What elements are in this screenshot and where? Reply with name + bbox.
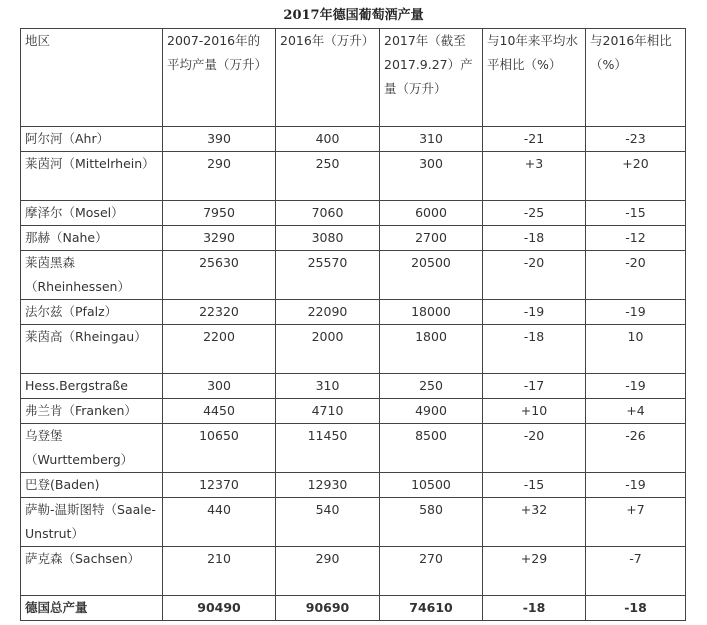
- y2016-cell: 12930: [276, 473, 380, 498]
- vs-2016-cell: -23: [586, 127, 686, 152]
- vs-avg-cell: +29: [483, 547, 586, 596]
- avg-cell: 440: [163, 498, 276, 547]
- region-cell: 摩泽尔（Mosel）: [21, 201, 163, 226]
- vs-avg-cell: -20: [483, 424, 586, 473]
- table-row: [21, 473, 686, 498]
- header-vs-2016: 与2016年相比（%）: [586, 29, 686, 127]
- table-row: [21, 201, 686, 226]
- avg-cell: 12370: [163, 473, 276, 498]
- total-2016: 90690: [276, 596, 380, 621]
- vs-avg-cell: -17: [483, 374, 586, 399]
- vs-2016-cell: +4: [586, 399, 686, 424]
- vs-2016-cell: -19: [586, 300, 686, 325]
- header-avg-2007-2016: 2007-2016年的平均产量（万升）: [163, 29, 276, 127]
- y2016-cell: 3080: [276, 226, 380, 251]
- region-cell: 弗兰肯（Franken）: [21, 399, 163, 424]
- vs-2016-cell: 10: [586, 325, 686, 374]
- vs-2016-cell: -15: [586, 201, 686, 226]
- avg-cell: 10650: [163, 424, 276, 473]
- table-row: [21, 399, 686, 424]
- total-2017: 74610: [380, 596, 483, 621]
- region-cell: 萨勒-温斯图特（Saale-Unstrut）: [21, 498, 163, 547]
- region-cell: 乌登堡（Wurttemberg）: [21, 424, 163, 473]
- vs-2016-cell: -26: [586, 424, 686, 473]
- y2016-cell: 400: [276, 127, 380, 152]
- region-cell: 阿尔河（Ahr）: [21, 127, 163, 152]
- y2016-cell: 250: [276, 152, 380, 201]
- total-vs-avg: -18: [483, 596, 586, 621]
- table-row: [21, 300, 686, 325]
- avg-cell: 4450: [163, 399, 276, 424]
- vs-2016-cell: +20: [586, 152, 686, 201]
- avg-cell: 300: [163, 374, 276, 399]
- region-cell: 莱茵高（Rheingau）: [21, 325, 163, 374]
- header-2017: 2017年（截至2017.9.27）产量（万升）: [380, 29, 483, 127]
- vs-2016-cell: +7: [586, 498, 686, 547]
- y2017-cell: 310: [380, 127, 483, 152]
- vs-avg-cell: -25: [483, 201, 586, 226]
- vs-avg-cell: +3: [483, 152, 586, 201]
- total-label: 德国总产量: [21, 596, 163, 621]
- y2016-cell: 2000: [276, 325, 380, 374]
- total-avg: 90490: [163, 596, 276, 621]
- vs-avg-cell: -21: [483, 127, 586, 152]
- region-cell: 法尔兹（Pfalz）: [21, 300, 163, 325]
- y2016-cell: 290: [276, 547, 380, 596]
- y2017-cell: 250: [380, 374, 483, 399]
- y2017-cell: 20500: [380, 251, 483, 300]
- table-title: 2017年德国葡萄酒产量: [283, 8, 424, 23]
- y2017-cell: 4900: [380, 399, 483, 424]
- region-cell: 萨克森（Sachsen）: [21, 547, 163, 596]
- y2017-cell: 10500: [380, 473, 483, 498]
- table-row: [21, 424, 686, 473]
- y2017-cell: 18000: [380, 300, 483, 325]
- table-row: [21, 547, 686, 596]
- y2016-cell: 310: [276, 374, 380, 399]
- table-row: [21, 226, 686, 251]
- vs-avg-cell: -20: [483, 251, 586, 300]
- vs-2016-cell: -7: [586, 547, 686, 596]
- table-row: [21, 127, 686, 152]
- avg-cell: 2200: [163, 325, 276, 374]
- vs-2016-cell: -20: [586, 251, 686, 300]
- region-cell: Hess.Bergstraße: [21, 374, 163, 399]
- avg-cell: 22320: [163, 300, 276, 325]
- avg-cell: 210: [163, 547, 276, 596]
- y2017-cell: 6000: [380, 201, 483, 226]
- vs-2016-cell: -19: [586, 374, 686, 399]
- table-row: [21, 374, 686, 399]
- y2016-cell: 25570: [276, 251, 380, 300]
- vs-avg-cell: +32: [483, 498, 586, 547]
- vs-avg-cell: -18: [483, 226, 586, 251]
- region-cell: 莱茵河（Mittelrhein）: [21, 152, 163, 201]
- y2016-cell: 4710: [276, 399, 380, 424]
- y2016-cell: 7060: [276, 201, 380, 226]
- avg-cell: 390: [163, 127, 276, 152]
- region-cell: 那赫（Nahe）: [21, 226, 163, 251]
- table-row: [21, 152, 686, 201]
- total-vs-2016: -18: [586, 596, 686, 621]
- vs-avg-cell: -19: [483, 300, 586, 325]
- avg-cell: 290: [163, 152, 276, 201]
- vs-avg-cell: +10: [483, 399, 586, 424]
- y2017-cell: 1800: [380, 325, 483, 374]
- y2016-cell: 11450: [276, 424, 380, 473]
- y2017-cell: 300: [380, 152, 483, 201]
- avg-cell: 3290: [163, 226, 276, 251]
- header-2016: 2016年（万升）: [276, 29, 380, 127]
- vs-2016-cell: -12: [586, 226, 686, 251]
- header-region: 地区: [21, 29, 163, 127]
- header-row: [21, 29, 686, 127]
- total-row: [21, 596, 686, 621]
- header-vs-10yr-avg: 与10年来平均水平相比（%）: [483, 29, 586, 127]
- y2017-cell: 270: [380, 547, 483, 596]
- y2017-cell: 8500: [380, 424, 483, 473]
- y2016-cell: 22090: [276, 300, 380, 325]
- region-cell: 巴登(Baden): [21, 473, 163, 498]
- vs-avg-cell: -18: [483, 325, 586, 374]
- vs-2016-cell: -19: [586, 473, 686, 498]
- vs-avg-cell: -15: [483, 473, 586, 498]
- y2017-cell: 580: [380, 498, 483, 547]
- table-row: [21, 325, 686, 374]
- y2017-cell: 2700: [380, 226, 483, 251]
- avg-cell: 25630: [163, 251, 276, 300]
- wine-production-table: [20, 28, 686, 621]
- table-row: [21, 498, 686, 547]
- table-row: [21, 251, 686, 300]
- region-cell: 莱茵黑森（Rheinhessen）: [21, 251, 163, 300]
- avg-cell: 7950: [163, 201, 276, 226]
- y2016-cell: 540: [276, 498, 380, 547]
